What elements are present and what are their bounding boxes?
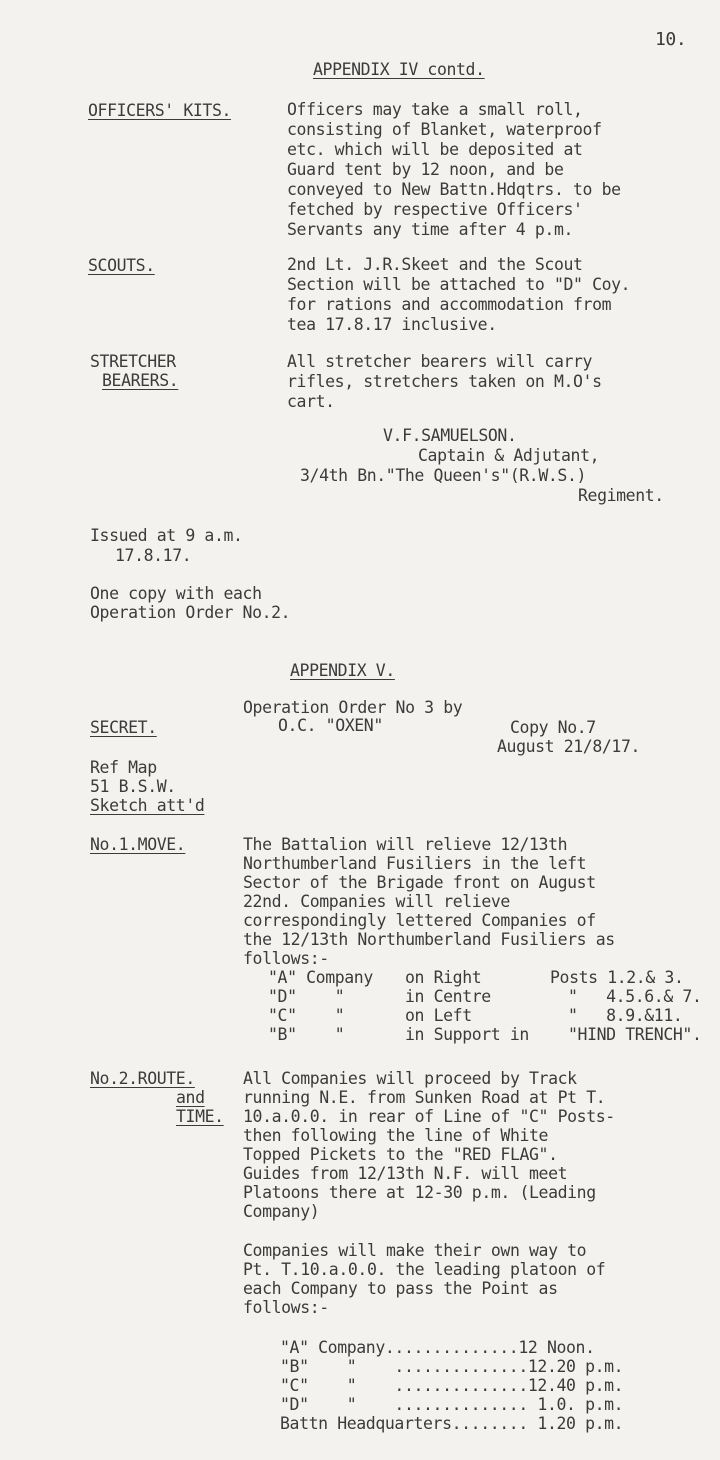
scouts-line: for rations and accommodation from: [287, 295, 612, 314]
move-table-posts: " 4.5.6.& 7.: [568, 987, 702, 1006]
signature-regiment: Regiment.: [578, 486, 664, 505]
times-row: "A" Company..............12 Noon.: [280, 1338, 595, 1357]
move-table-company: "C" ": [268, 1006, 345, 1025]
route-line: 10.a.0.0. in rear of Line of "C" Posts-: [243, 1107, 615, 1126]
move-heading: No.1.MOVE.: [90, 835, 186, 854]
move-table-posts: " 8.9.&11.: [568, 1006, 683, 1025]
route-line: Companies will make their own way to: [243, 1241, 587, 1260]
scouts-line: 2nd Lt. J.R.Skeet and the Scout: [287, 255, 583, 274]
move-table-where: in Support in: [405, 1025, 529, 1044]
move-line: 22nd. Companies will relieve: [243, 892, 510, 911]
move-table-company: "D" ": [268, 987, 345, 1006]
route-line: Platoons there at 12-30 p.m. (Leading: [243, 1183, 596, 1202]
move-table-where: on Right: [405, 968, 482, 987]
move-table-company: "B" ": [268, 1025, 345, 1044]
officers-kits-line: fetched by respective Officers': [287, 200, 583, 219]
route-line: Pt. T.10.a.0.0. the leading platoon of: [243, 1260, 606, 1279]
officers-kits-line: Servants any time after 4 p.m.: [287, 220, 574, 239]
officers-kits-line: Guard tent by 12 noon, and be: [287, 160, 564, 179]
route-heading-line3: TIME.: [176, 1107, 224, 1126]
copy-number: Copy No.7: [510, 718, 596, 737]
route-line: Topped Pickets to the "RED FLAG".: [243, 1145, 558, 1164]
move-table-posts: "HIND TRENCH".: [568, 1025, 702, 1044]
appendix-v-title: APPENDIX V.: [290, 661, 395, 680]
route-line: follows:-: [243, 1298, 329, 1317]
move-line: follows:-: [243, 949, 329, 968]
move-line: The Battalion will relieve 12/13th: [243, 835, 568, 854]
signature-unit: 3/4th Bn."The Queen's"(R.W.S.): [300, 466, 587, 485]
route-line: Company): [243, 1202, 320, 1221]
ref-map-line2: 51 B.S.W.: [90, 777, 176, 796]
move-table-posts: Posts 1.2.& 3.: [550, 968, 684, 987]
ref-map-line1: Ref Map: [90, 758, 157, 777]
page-number: 10.: [655, 29, 687, 50]
move-table-company: "A" Company: [268, 968, 373, 987]
times-row: "B" " ..............12.20 p.m.: [280, 1357, 624, 1376]
signature-name: V.F.SAMUELSON.: [383, 426, 517, 445]
stretcher-heading-line2: BEARERS.: [102, 371, 179, 390]
copy-line1: One copy with each: [90, 584, 262, 603]
officers-kits-line: etc. which will be deposited at: [287, 140, 583, 159]
route-line: All Companies will proceed by Track: [243, 1069, 577, 1088]
times-row: "C" " ..............12.40 p.m.: [280, 1376, 624, 1395]
stretcher-heading-line1: STRETCHER: [90, 352, 176, 371]
appendix-iv-title: APPENDIX IV contd.: [313, 60, 485, 79]
scouts-line: tea 17.8.17 inclusive.: [287, 315, 497, 334]
officers-kits-line: consisting of Blanket, waterproof: [287, 120, 602, 139]
stretcher-line: rifles, stretchers taken on M.O's: [287, 372, 602, 391]
move-line: Sector of the Brigade front on August: [243, 873, 596, 892]
move-table-where: in Centre: [405, 987, 491, 1006]
route-heading-line2: and: [176, 1088, 205, 1107]
move-line: correspondingly lettered Companies of: [243, 911, 596, 930]
officers-kits-line: Officers may take a small roll,: [287, 100, 583, 119]
operation-order-line1: Operation Order No 3 by: [243, 698, 463, 717]
stretcher-line: cart.: [287, 392, 335, 411]
order-date: August 21/8/17.: [497, 737, 641, 756]
officers-kits-line: conveyed to New Battn.Hdqtrs. to be: [287, 180, 621, 199]
officers-kits-heading: OFFICERS' KITS.: [88, 101, 232, 120]
secret-heading: SECRET.: [90, 718, 157, 737]
move-line: Northumberland Fusiliers in the left: [243, 854, 587, 873]
move-line: the 12/13th Northumberland Fusiliers as: [243, 930, 615, 949]
times-row: Battn Headquarters........ 1.20 p.m.: [280, 1414, 624, 1433]
copy-line2: Operation Order No.2.: [90, 603, 291, 622]
route-heading-line1: No.2.ROUTE.: [90, 1069, 195, 1088]
ref-map-line3: Sketch att'd: [90, 796, 205, 815]
issued-line2: 17.8.17.: [115, 546, 192, 565]
issued-line1: Issued at 9 a.m.: [90, 526, 243, 545]
move-table-where: on Left: [405, 1006, 472, 1025]
signature-rank: Captain & Adjutant,: [418, 446, 600, 465]
stretcher-line: All stretcher bearers will carry: [287, 352, 593, 371]
times-row: "D" " .............. 1.0. p.m.: [280, 1395, 624, 1414]
route-line: then following the line of White: [243, 1126, 549, 1145]
scouts-heading: SCOUTS.: [88, 256, 155, 275]
route-line: Guides from 12/13th N.F. will meet: [243, 1164, 568, 1183]
route-line: each Company to pass the Point as: [243, 1279, 558, 1298]
scouts-line: Section will be attached to "D" Coy.: [287, 275, 631, 294]
route-line: running N.E. from Sunken Road at Pt T.: [243, 1088, 606, 1107]
operation-order-line2: O.C. "OXEN": [278, 716, 383, 735]
